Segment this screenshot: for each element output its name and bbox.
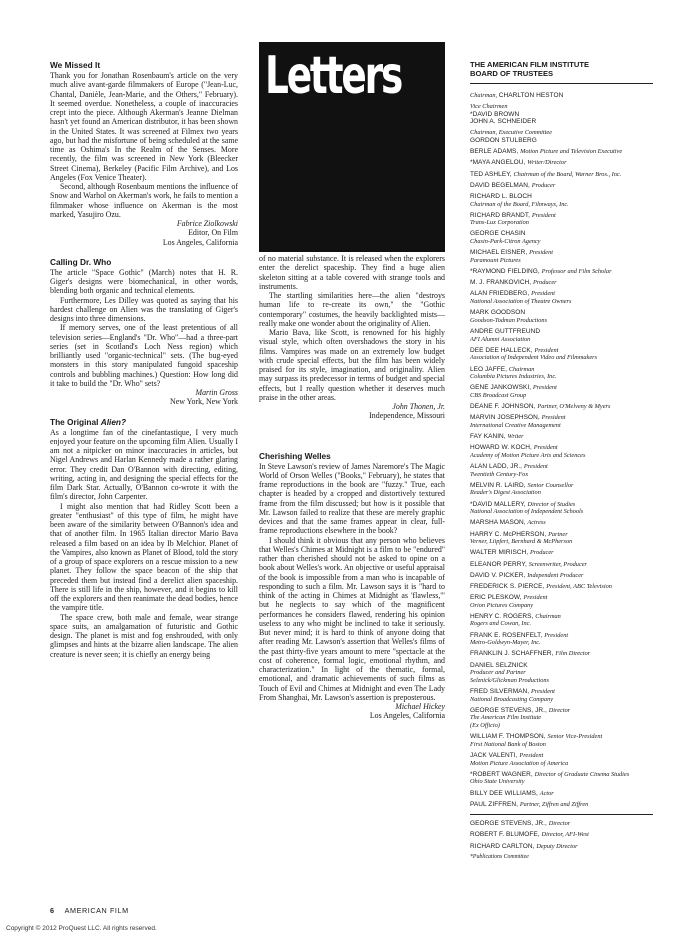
trustee-affiliation: Chairman of the Board, Filmways, Inc.	[470, 200, 569, 208]
trustee-affiliation: Rogers and Cowan, Inc.	[470, 620, 532, 628]
trustee-entry	[470, 662, 653, 685]
trustee-name: DAVID BEGELMAN,	[470, 181, 532, 189]
column-1	[50, 60, 238, 659]
letter-body	[50, 71, 238, 219]
trustee-affiliation: Chasin-Park-Citron Agency	[470, 238, 541, 246]
trustee-entry	[470, 594, 653, 609]
trustee-affiliation: Columbia Pictures Industries, Inc.	[470, 373, 557, 381]
trustee-role: Producer	[531, 181, 556, 189]
trustee-entry	[470, 230, 653, 245]
trustee-role: Chairman of the Board, Warner Bros., Inc.	[513, 170, 622, 178]
trustee-affiliation: Goodson-Todman Productions	[470, 316, 548, 324]
trustee-entry	[470, 403, 653, 411]
paragraph: Second, although Rosenbaum mentions the influence of Snow and Warhol on Akerman's work, he fails to mention a filmmaker whose influence on Akerman is the most marked, Yasujiro Ozu.	[50, 182, 239, 219]
trustee-entry	[470, 752, 653, 767]
footnote: *Publications Committee	[470, 853, 529, 860]
trustee-role: Senior Counsellor	[527, 481, 574, 489]
paragraph: Furthermore, Les Dilley was quoted as saying that his hardest challenge on Alien was the translating of Giger's designs into three dimensions.	[50, 295, 238, 323]
trustee-name: *MAYA ANGELOU,	[470, 159, 528, 167]
trustee-name: MARK GOODSON	[470, 309, 526, 317]
trustee-name: TED ASHLEY,	[470, 170, 514, 178]
trustee-name: BERLE ADAMS,	[470, 148, 521, 156]
paragraph: In Steve Lawson's review of James Naremore's The Magic World of Orson Welles ("Books," February), he states that frame reproductions in the book are "fuzzy." True, each chapter is headed by a cropped and distortively textured frame from the film discussed; but how is it possible that Mr. Lawson failed to realize that these are merely graphic devices and that the same frames appear in clear, full-frame reproductions elsewhere in the book?	[259, 461, 445, 536]
trustee-entry	[470, 212, 653, 227]
trustee-name: PAUL ZIFFREN,	[470, 800, 520, 808]
trustee-entry	[470, 347, 653, 362]
trustee-affiliation: Trans-Lux Corporation	[470, 219, 529, 227]
trustee-name: RICHARD BRANDT,	[470, 211, 532, 219]
trustee-role: Director of Graduate Cinema Studies	[534, 770, 630, 778]
trustee-entry	[470, 688, 653, 703]
trustee-affiliation: Paramount Pictures	[470, 256, 521, 264]
magazine-name: AMERICAN FILM	[64, 906, 129, 915]
trustee-role: Senior Vice-President	[547, 733, 603, 741]
trustee-entry	[470, 444, 653, 459]
trustee-role: Independent Producer	[527, 571, 584, 579]
paragraph: Thank you for Jonathan Rosenbaum's article on the very much alive avant-garde filmmakers of Europe ("Jean-Luc, Chantal, Danièle, Jean-Marie, and the Others," February). It seemed overdue. Nonetheless, a couple of inaccuracies crept into the piece. Although Akerman's Jeanne Dielman hasn't yet found an American distributor, it has been shown in the United States. It was screened at Filmex two years ago, but had the misfortune of being scheduled at the same time as Oshima's In the Realm of the Senses. More recently, the film was screened in New York (Bleecker Street Cinema), Berkeley (Pacific Film Archive), and Los Angeles (Fox Venice Theater).	[50, 71, 238, 182]
trustee-role: President	[531, 688, 555, 695]
trustee-name: MARVIN JOSEPHSON,	[470, 414, 542, 422]
trustee-entry	[470, 182, 653, 190]
trustee-role: President	[534, 346, 559, 354]
trustee-name: *RAYMOND FIELDING,	[470, 268, 542, 276]
trustee-entry	[470, 790, 653, 798]
trustee-name: DAVID V. PICKER,	[470, 571, 528, 579]
trustee-name: *DAVID MALLERY,	[470, 500, 528, 508]
masthead-title: Letters	[265, 46, 402, 106]
trustee-entry	[470, 148, 653, 156]
trustee-name: GEORGE STEVENS, JR.,	[470, 820, 549, 828]
column-2	[259, 254, 445, 721]
afi-board-sidebar	[470, 60, 653, 861]
paragraph: of no material substance. It is released when the explorers enter the derelict spaceship. They find a huge alien skeleton sitting at a table covered with strange tools and instruments.	[259, 254, 445, 291]
trustee-affiliation: First National Bank of Boston	[470, 740, 546, 748]
trustee-entry	[470, 433, 653, 441]
trustee-name: FRED SILVERMAN,	[470, 688, 531, 695]
trustee-entry	[470, 171, 653, 179]
letters-masthead	[259, 42, 445, 252]
trustee-role: Director	[548, 706, 571, 714]
trustee-entry	[470, 831, 653, 839]
trustee-name: ELEANOR PERRY,	[470, 560, 529, 568]
trustee-entry	[470, 159, 653, 167]
trustee-entry	[470, 482, 653, 497]
signature-name: Fabrice Ziolkowski	[176, 219, 238, 228]
page-footer	[50, 906, 129, 915]
trustee-affiliation: AFI Alumni Association	[470, 335, 531, 343]
trustee-name: JACK VALENTI,	[470, 751, 520, 759]
trustee-name: GEORGE STEVENS, JR.,	[470, 706, 549, 714]
trustee-role: Actor	[539, 789, 554, 797]
trustee-role: President	[531, 211, 556, 219]
trustee-entry	[470, 583, 653, 591]
trustee-role: President	[532, 384, 557, 392]
trustee-role: President	[529, 249, 553, 257]
trustee-entry	[470, 801, 653, 809]
trustee-role: Director	[548, 820, 571, 828]
trustee-entry	[470, 290, 653, 305]
trustee-affiliation: CBS Broadcast Group	[470, 391, 527, 399]
trustee-entry	[470, 193, 653, 208]
trustee-entry	[470, 463, 653, 478]
paragraph: I should think it obvious that any person who believes that Welles's Chimes at Midnight is a film to be "endured" rather than cherished should not be asked to opine on a book about Welles's work. An objective or useful appraisal of the book is impossible from a man who is incapable of responding to such a film. Mr. Lawson says it is "hard to think of the acting in Chimes at Midnight as 'flawless,'" but he neglects to say which of the magnificent performances he considers flawed, rendering his opinion useless to any who might be inclined to take it seriously. But never mind; it is hard to think of anyone doing that after reading Mr. Lawson's assertion that Welles's films of the past thirty-five years amount to mere "spectacle at the cost of coherence, formal logic, emotional rhythm, and characterization." In light of the thematic, formal, emotional, and dramatic achievements of such films as Touch of Evil and Chimes at Midnight and even The Lady From Shanghai, Mr. Lawson's assertion is preposterous.	[259, 535, 445, 702]
trustee-role: Screenwriter, Producer	[528, 560, 587, 568]
trustee-entry	[470, 414, 653, 429]
paragraph: The startling similarities here—the alien "destroys human life to re-create its own," the "Gothic contemporary" costumes, the heavily backlighted mists—really make one wonder about the originality of Alien.	[259, 291, 445, 328]
trustee-role: Partner	[548, 530, 568, 538]
trustee-name: DANIEL SELZNICK	[470, 661, 528, 669]
trustee-name: M. J. FRANKOVICH,	[470, 279, 534, 287]
trustee-role: Writer/Director	[527, 159, 567, 167]
trustee-role: Chairman	[535, 612, 561, 620]
trustee-entry	[470, 561, 653, 569]
letter-body	[259, 254, 445, 402]
trustee-role: Professor and Film Scholar	[541, 268, 612, 276]
trustee-affiliation: Association of Independent Video and Filmmakers	[470, 354, 598, 362]
trustee-role: Partner, Ziffren and Ziffren	[519, 800, 589, 808]
trustee-name: ANDRE GUTTFREUND	[470, 327, 541, 335]
trustee-entry	[470, 843, 653, 851]
trustee-role: President	[544, 631, 569, 639]
trustee-entry	[470, 366, 653, 381]
trustee-name: HOWARD W. KOCH,	[470, 444, 534, 452]
letter-body	[50, 428, 238, 659]
trustee-name: BILLY DEE WILLIAMS,	[470, 789, 540, 797]
trustee-affiliation: Orion Pictures Company	[470, 601, 534, 609]
trustee-entry	[470, 650, 653, 658]
paragraph: Mario Bava, like Scott, is renowned for his highly visual style, which often overshadows the story in his films. Vampires was made on an extremely low budget with crude special effects, but the film has been widely praised for its style, imagination, and originality. Alien may surpass its predecessor in terms of budget and special effects, but I really question whether it deserves much praise in the other areas.	[259, 328, 445, 402]
page-number: 6	[50, 906, 55, 915]
letter-signature	[259, 402, 445, 421]
trustee-affiliation: (Ex Officio)	[470, 721, 500, 729]
trustee-affiliation: Academy of Motion Picture Arts and Sciences	[470, 451, 586, 459]
trustee-name: ERIC PLESKOW,	[470, 594, 524, 602]
trustee-name: MICHAEL EISNER,	[470, 249, 530, 257]
trustee-name: MELVIN R. LAIRD,	[470, 481, 528, 489]
trustee-affiliation: Selznick/Glickman Productions	[470, 676, 549, 684]
letter-signature	[50, 388, 238, 407]
trustee-role: President	[523, 594, 548, 602]
trustee-entry	[470, 268, 653, 276]
letter-body	[50, 268, 238, 388]
trustee-role: President, ABC Television	[546, 582, 612, 590]
trustee-affiliation: The American Film Institute	[470, 714, 542, 722]
trustee-role: President	[541, 414, 566, 422]
signature-location: New York, New York	[170, 397, 238, 407]
letter-signature	[259, 702, 445, 721]
trustee-entry	[470, 279, 653, 287]
trustee-role: Writer	[507, 433, 524, 441]
trustee-name: FRANKLIN J. SCHAFFNER,	[470, 650, 556, 658]
paragraph: I might also mention that had Ridley Scott been a greater "enthusiast" of this type of film, he might have been aware of the similarity between O'Bannon's idea and that of another film. In 1965 Italian director Mario Bava released a film based on an idea by Ib Melchior. Planet of the Vampires, also known as Planet of Blood, told the story of a group of space explorers on a rescue mission to a new planet. They follow the space beacon of the ship that preceded them but instead find a derelict alien spaceship. There is still life in the ship, however, and it begins to kill off the explorers and then reanimate the dead bodies, hence the vampire title.	[50, 501, 238, 613]
trustee-name: GENE JANKOWSKI,	[470, 384, 533, 392]
trustee-name: RICHARD L. BLOCH	[470, 192, 532, 200]
trustee-name: HENRY C. ROGERS,	[470, 612, 536, 620]
trustee-role: Film Director	[555, 650, 591, 658]
trustee-entry	[470, 572, 653, 580]
trustee-affiliation: Metro-Goldwyn-Mayer, Inc.	[470, 639, 541, 647]
trustee-name: FAY KANIN,	[470, 433, 508, 441]
trustee-name: LEO JAFFE,	[470, 365, 509, 373]
trustee-role: President	[533, 444, 558, 452]
trustee-affiliation: Motion Picture Association of America	[470, 759, 569, 767]
trustee-affiliation: National Association of Theatre Owners	[470, 298, 572, 305]
trustee-name: HARRY C. McPHERSON,	[470, 530, 549, 538]
signature-location: Independence, Missouri	[369, 411, 445, 421]
trustee-role: President	[523, 463, 548, 471]
trustee-entry	[470, 519, 653, 527]
trustee-entry	[470, 549, 653, 557]
paragraph: The article "Space Gothic" (March) notes that H. R. Giger's designs were biomechanical, in other words, blending both organic and technical elements.	[50, 267, 238, 296]
paragraph: If memory serves, one of the least pretentious of all television series—England's "Dr. Who"—had a three-part series (set in Scotland's Loch Ness region) which brilliantly used "organic-technical" sets. (The bug-eyed monsters in this story manipulated fungoid spaceship controls and bubbling machines.) Question: How long did it take to build the "Dr. Who" sets?	[50, 323, 238, 388]
trustee-role: Director, AFI-West	[541, 831, 589, 839]
trustee-role: President	[531, 290, 556, 298]
divider	[470, 814, 653, 815]
trustee-name: RICHARD CARLTON,	[470, 842, 537, 850]
trustee-affiliation: Verner, Liipfert, Bernhard & McPherson	[470, 538, 573, 546]
trustee-name: ROBERT F. BLUMOFE,	[470, 831, 542, 839]
letter-heading: Cherishing Welles	[259, 450, 331, 461]
trustee-name: MARSHA MASON,	[470, 519, 528, 527]
board-title: THE AMERICAN FILM INSTITUTE BOARD OF TRUSTEES	[470, 60, 590, 79]
trustee-entry	[470, 613, 653, 628]
trustee-name: FRANK E. ROSENFELT,	[470, 631, 545, 639]
trustee-affiliation: National Broadcasting Company	[470, 695, 554, 703]
staff-list	[470, 820, 653, 850]
copyright-notice: Copyright © 2012 ProQuest LLC. All rights reserved.	[6, 925, 157, 932]
trustee-role: Chairman	[508, 365, 535, 373]
trustee-entry	[470, 249, 653, 264]
trustee-role: Producer	[530, 549, 554, 557]
trustee-role: Actress	[527, 519, 546, 527]
trustee-affiliation: Reader's Digest Association	[470, 489, 541, 497]
trustee-role: Producer	[533, 279, 557, 287]
trustee-affiliation: Twentieth Century-Fox	[470, 470, 529, 478]
trustee-role: Motion Picture and Television Executive	[520, 148, 623, 156]
signature-location: Los Angeles, California	[162, 237, 238, 247]
signature-location: Los Angeles, California	[369, 711, 445, 721]
letter-body	[259, 462, 445, 703]
divider	[470, 83, 653, 84]
trustee-name: *ROBERT WAGNER,	[470, 770, 535, 778]
trustee-list	[470, 148, 653, 808]
trustee-entry	[470, 501, 653, 516]
signature-name: Martin Gross	[195, 388, 238, 397]
letter-signature	[50, 219, 238, 247]
paragraph: The space crew, both male and female, wear strange space suits, an amalgamation of futuristic and Gothic design. The planet is mist and fog enshrouded, with only glimpses and hints at the bizarre alien landscape. The alien creature is never seen; it is chiefly an energy being	[50, 612, 238, 659]
trustee-entry	[470, 384, 653, 399]
signature-title: Editor, On Film	[188, 228, 238, 238]
trustee-entry	[470, 328, 653, 343]
trustee-role: President	[519, 751, 544, 759]
trustee-affiliation: Ohio State University	[470, 778, 525, 786]
trustee-role: Director of Studies	[527, 500, 576, 508]
trustee-affiliation: Producer and Partner	[470, 669, 526, 677]
vice-chairmen-entry: Vice Chairmen *DAVID BROWN JOHN A. SCHNEIDER	[470, 103, 537, 126]
trustee-entry	[470, 733, 653, 748]
trustee-entry	[470, 531, 653, 546]
trustee-entry	[470, 771, 653, 786]
trustee-name: WALTER MIRISCH,	[470, 549, 531, 557]
trustee-entry	[470, 820, 653, 828]
trustee-name: ALAN FRIEDBERG,	[470, 290, 532, 298]
executive-committee-entry: Chairman, Executive Committee GORDON STULBERG	[470, 129, 553, 144]
trustee-name: FREDERICK S. PIERCE,	[470, 582, 547, 590]
signature-name: Michael Hickey	[395, 702, 445, 711]
trustee-entry	[470, 707, 653, 730]
letter-heading: We Missed It	[50, 60, 101, 70]
trustee-name: WILLIAM F. THOMPSON,	[470, 733, 548, 741]
trustee-name: GEORGE CHASIN	[470, 230, 526, 238]
trustee-affiliation: International Creative Management	[470, 421, 561, 429]
trustee-role: Partner, O'Melveny & Myers	[537, 403, 611, 411]
trustee-entry	[470, 309, 653, 324]
trustee-name: DEE DEE HALLECK,	[470, 346, 535, 354]
trustee-affiliation: National Association of Independent Schools	[470, 508, 584, 516]
signature-name: John Thonen, Jr.	[392, 402, 445, 411]
chairman-entry: Chairman, CHARLTON HESTON	[470, 91, 564, 99]
trustee-name: DEANE F. JOHNSON,	[470, 403, 538, 411]
paragraph: As a longtime fan of the cinefantastique, I very much enjoyed your feature on the upcoming film Alien. Usually I am not a nitpicker on minor inaccuracies in articles, but Nigel Andrews and Harlan Kennedy made a rather glaring error. They credit Dan O'Bannon with directing, editing, writing, acting in, and designing the special effects for the film Dark Star. Actually, O'Bannon co-wrote it with the film's director, John Carpenter.	[50, 427, 238, 502]
letter-heading: Calling Dr. Who	[50, 256, 112, 267]
trustee-entry	[470, 632, 653, 647]
letter-heading: The Original Alien?	[50, 416, 127, 427]
trustee-name: ALAN LADD, JR.,	[470, 463, 524, 471]
trustee-role: Deputy Director	[536, 842, 578, 850]
